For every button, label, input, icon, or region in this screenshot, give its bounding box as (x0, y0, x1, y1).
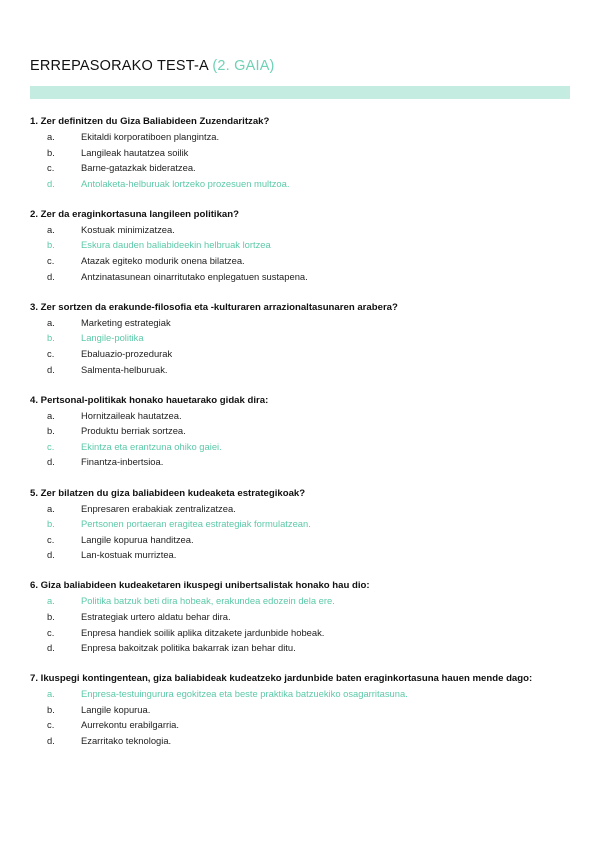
option-text: Kostuak minimizatzea. (81, 223, 175, 235)
option-letter: d. (47, 456, 55, 468)
option-text: Salmenta-helburuak. (81, 363, 168, 375)
answer-option (30, 222, 575, 238)
title-main: ERREPASORAKO TEST-A (30, 58, 209, 74)
option-letter: b. (47, 146, 55, 158)
option-letter: d. (47, 735, 55, 747)
option-letter: d. (47, 363, 55, 375)
option-text: Enpresaren erabakiak zentralizatzea. (81, 502, 236, 514)
option-letter: d. (47, 549, 55, 561)
answer-option-correct (30, 176, 575, 192)
answer-option (30, 640, 575, 656)
option-text: Ebaluazio-prozedurak (81, 347, 173, 359)
answer-option (30, 346, 575, 362)
answer-option (30, 129, 575, 145)
option-text: Pertsonen portaeran eragitea estrategiak formulatzean. (81, 518, 311, 530)
answer-option (30, 160, 575, 176)
answer-option (30, 625, 575, 641)
option-text: Atazak egiteko modurik onena bilatzea. (81, 255, 245, 267)
option-text: Hornitzaileak hautatzea. (81, 409, 182, 421)
answer-option (30, 609, 575, 625)
answer-option (30, 717, 575, 733)
option-letter: b. (47, 703, 55, 715)
option-text: Enpresa-testuingurura egokitzea eta beste praktika batzuekiko osagarritasuna. (81, 688, 408, 700)
option-letter: c. (47, 255, 55, 267)
option-letter: a. (47, 595, 55, 607)
question-text: 1. Zer definitzen du Giza Baliabideen Zuzendaritzak? (30, 116, 270, 127)
answer-option-correct (30, 237, 575, 253)
answer-option-correct (30, 330, 575, 346)
option-text: Aurrekontu erabilgarria. (81, 719, 179, 731)
option-text: Ekitaldi korporatiboen plangintza. (81, 131, 220, 142)
option-letter: d. (47, 177, 55, 189)
answer-option (30, 532, 575, 548)
question-block (30, 487, 575, 563)
question-block (30, 208, 575, 284)
option-letter: b. (47, 518, 55, 530)
page-title (30, 58, 275, 74)
answer-option-correct (30, 439, 575, 455)
option-letter: c. (47, 440, 55, 452)
option-text: Enpresa handiek soilik aplika ditzakete jardunbide hobeak. (81, 626, 325, 638)
option-text: Politika batzuk beti dira hobeak, erakundea edozein dela ere. (81, 595, 335, 607)
question-text: 5. Zer bilatzen du giza baliabideen kudeaketa estrategikoak? (30, 487, 306, 499)
option-letter: d. (47, 270, 55, 282)
answer-option (30, 501, 575, 517)
answer-option-correct (30, 686, 575, 702)
question-text: 2. Zer da eraginkortasuna langileen politikan? (30, 208, 239, 220)
question-text: 4. Pertsonal-politikak honako hauetarako gidak dira: (30, 394, 269, 406)
answer-option (30, 408, 575, 424)
option-letter: a. (47, 409, 55, 421)
option-text: Ekintza eta erantzuna ohiko gaiei. (81, 440, 222, 452)
option-text: Estrategiak urtero aldatu behar dira. (81, 610, 231, 622)
question-block (30, 579, 575, 655)
option-text: Antolaketa-helburuak lortzeko prozesuen multzoa. (81, 177, 290, 189)
option-letter: a. (47, 502, 55, 514)
answer-option (30, 145, 575, 161)
option-letter: c. (47, 626, 55, 638)
option-letter: a. (47, 223, 55, 235)
option-text: Langile-politika (81, 332, 144, 344)
answer-option (30, 702, 575, 718)
answer-option (30, 454, 575, 470)
option-text: Marketing estrategiak (81, 316, 171, 328)
option-letter: a. (47, 688, 55, 700)
option-text: Eskura dauden baliabideekin helbruak lortzea (81, 239, 271, 251)
question-text: 7. Ikuspegi kontingentean, giza baliabideak kudeatzeko jardunbide baten eraginkortasuna hauen mende dago: (30, 673, 533, 685)
question-text: 6. Giza baliabideen kudeaketaren ikuspegi unibertsalistak honako hau dio: (30, 580, 370, 592)
option-text: Langileak hautatzea soilik (81, 146, 189, 158)
answer-option (30, 315, 575, 331)
option-letter: b. (47, 610, 55, 622)
option-letter: c. (47, 347, 55, 359)
question-block (30, 301, 575, 377)
option-letter: b. (47, 332, 55, 344)
answer-option (30, 733, 575, 749)
option-letter: c. (47, 719, 55, 731)
question-list (30, 115, 575, 765)
option-letter: d. (47, 642, 55, 654)
question-block (30, 672, 575, 748)
answer-option (30, 362, 575, 378)
option-letter: b. (47, 425, 55, 437)
answer-option (30, 547, 575, 563)
option-letter: a. (47, 316, 55, 328)
option-letter: c. (47, 533, 55, 545)
option-letter: c. (47, 162, 55, 174)
option-text: Barne-gatazkak bideratzea. (81, 162, 196, 174)
question-block (30, 394, 575, 470)
header-band (30, 86, 570, 99)
option-letter: a. (47, 131, 55, 142)
title-accent: (2. GAIA) (212, 58, 275, 74)
answer-option (30, 253, 575, 269)
option-text: Enpresa bakoitzak politika bakarrak izan behar ditu. (81, 642, 296, 654)
answer-option-correct (30, 516, 575, 532)
option-text: Lan-kostuak murriztea. (81, 549, 177, 561)
answer-option-correct (30, 593, 575, 609)
answer-option (30, 423, 575, 439)
option-text: Finantza-inbertsioa. (81, 456, 164, 468)
option-text: Antzinatasunean oinarritutako enplegatuen sustapena. (81, 270, 308, 282)
option-letter: b. (47, 239, 55, 251)
option-text: Langile kopurua. (81, 703, 151, 715)
answer-option (30, 269, 575, 285)
question-text: 3. Zer sortzen da erakunde-filosofia eta -kulturaren arrazionaltasunaren arabera? (30, 301, 398, 313)
option-text: Ezarritako teknologia. (81, 735, 172, 747)
question-block (30, 115, 575, 191)
option-text: Langile kopurua handitzea. (81, 533, 194, 545)
option-text: Produktu berriak sortzea. (81, 425, 186, 437)
